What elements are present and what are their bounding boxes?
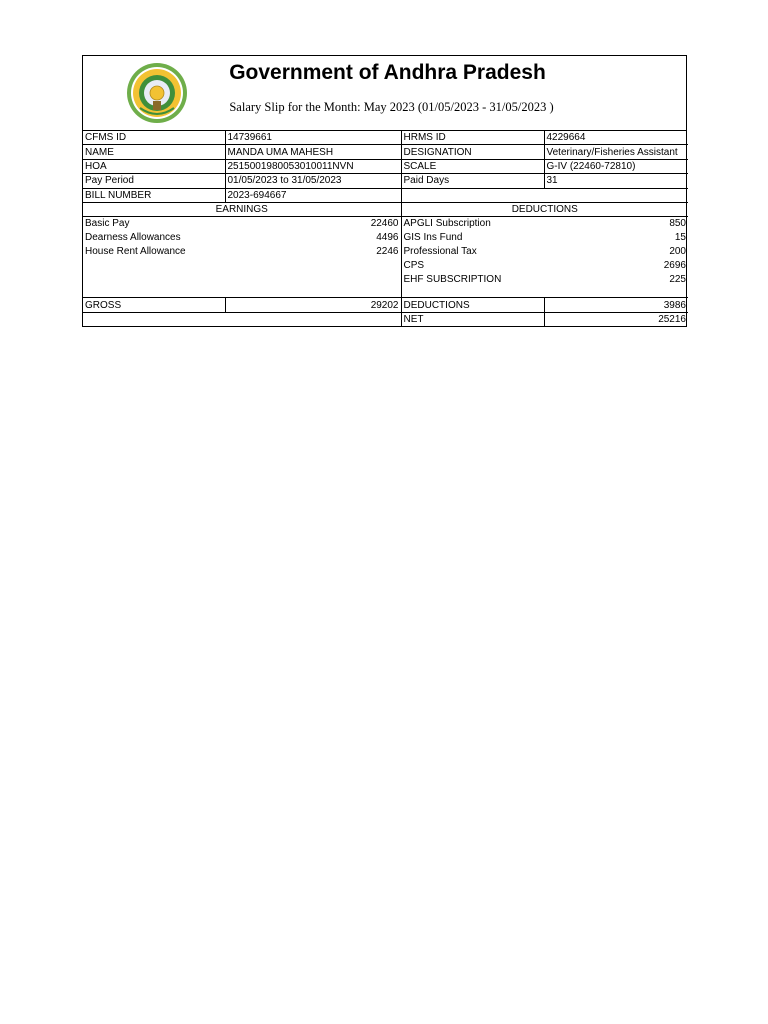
- total-deductions-value: 3986: [544, 298, 688, 312]
- table-row: [83, 202, 688, 216]
- pay-period-label: Pay Period: [83, 174, 225, 188]
- paid-days-value: 31: [544, 174, 688, 188]
- table-row: [83, 245, 688, 259]
- table-row: [83, 298, 688, 312]
- deduction-label: APGLI Subscription: [401, 217, 544, 232]
- table-row: [83, 188, 688, 202]
- paid-days-label: Paid Days: [401, 174, 544, 188]
- hrms-id-value: 4229664: [544, 131, 688, 145]
- slip-subtitle: Salary Slip for the Month: May 2023 (01/05/2023 - 31/05/2023 ): [229, 100, 554, 114]
- deduction-label: CPS: [401, 259, 544, 273]
- bill-number-label: BILL NUMBER: [83, 188, 225, 202]
- designation-value: Veterinary/Fisheries Assistant: [544, 145, 688, 159]
- table-row: [83, 131, 688, 145]
- scale-value: G-IV (22460-72810): [544, 159, 688, 173]
- earning-label: House Rent Allowance: [85, 246, 186, 258]
- gross-label: GROSS: [83, 298, 225, 312]
- table-row: [83, 145, 688, 159]
- earning-label: Basic Pay: [85, 218, 130, 230]
- designation-label: DESIGNATION: [401, 145, 544, 159]
- table-row: [83, 217, 688, 232]
- earning-value: 2246: [225, 245, 401, 259]
- table-row: [83, 312, 688, 326]
- name-value: MANDA UMA MAHESH: [225, 145, 401, 159]
- name-label: NAME: [83, 145, 225, 159]
- table-row: [83, 259, 688, 273]
- page-title: Government of Andhra Pradesh: [229, 61, 546, 84]
- earning-value: 22460: [225, 217, 401, 232]
- deduction-value: 225: [669, 274, 686, 286]
- deduction-label: Professional Tax: [401, 245, 544, 259]
- empty-cell: [83, 312, 401, 326]
- scale-label: SCALE: [401, 159, 544, 173]
- net-label: NET: [401, 312, 544, 326]
- empty-cell: [401, 188, 688, 202]
- table-row: [83, 174, 688, 188]
- table-row: [83, 231, 688, 245]
- deduction-value: 850: [669, 218, 686, 230]
- cfms-id-label: CFMS ID: [83, 131, 225, 145]
- hrms-id-label: HRMS ID: [401, 131, 544, 145]
- salary-table: [83, 131, 688, 326]
- net-value: 25216: [544, 312, 688, 326]
- deduction-label: GIS Ins Fund: [401, 231, 544, 245]
- hoa-value: 2515001980053010011NVN: [225, 159, 401, 173]
- table-row: [83, 273, 688, 287]
- table-row: [83, 159, 688, 173]
- earnings-heading: EARNINGS: [83, 202, 401, 216]
- deduction-value: 15: [674, 232, 686, 244]
- deductions-heading: DEDUCTIONS: [401, 202, 688, 216]
- table-row: [83, 287, 688, 298]
- hoa-label: HOA: [83, 159, 225, 173]
- earning-value: 4496: [225, 231, 401, 245]
- total-deductions-label: DEDUCTIONS: [401, 298, 544, 312]
- deduction-label: EHF SUBSCRIPTION: [401, 273, 544, 287]
- pay-period-value: 01/05/2023 to 31/05/2023: [225, 174, 401, 188]
- cfms-id-value: 14739661: [225, 131, 401, 145]
- earning-label: Dearness Allowances: [85, 232, 181, 244]
- salary-slip: [82, 55, 687, 327]
- deduction-value: 2696: [663, 260, 686, 272]
- bill-number-value: 2023-694667: [225, 188, 401, 202]
- gross-value: 29202: [225, 298, 401, 312]
- deduction-value: 200: [669, 246, 686, 258]
- slip-header: [83, 56, 686, 131]
